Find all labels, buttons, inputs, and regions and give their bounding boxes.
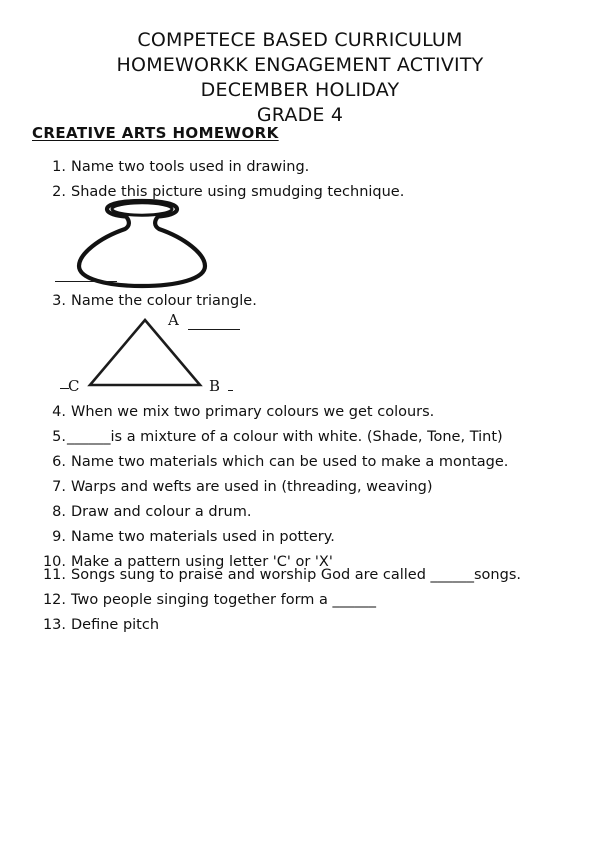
section-heading-creative-arts: CREATIVE ARTS HOMEWORK [32,124,279,142]
vase-drawing-icon [55,196,230,291]
question-number: 10. [42,554,66,570]
question-number: 13. [42,617,66,633]
question-item [38,613,558,638]
question-number: 12. [42,592,66,608]
question-item [38,563,558,588]
question-text: Name the colour triangle. [71,293,257,309]
question-text: Name two tools used in drawing. [71,159,310,175]
question-text: Make a pattern using letter 'C' or 'X' [71,554,333,570]
question-text: Name two materials used in pottery. [71,529,335,545]
question-text: Two people singing together form a ______ [71,592,377,608]
question-item [38,500,558,525]
question-item [38,588,558,613]
question-number: 1. [52,159,66,175]
question-item [38,155,558,180]
question-text: Draw and colour a drum. [71,504,252,520]
question-item [38,525,558,550]
answer-rule-label-a [188,329,240,330]
question-item [38,475,558,500]
document-header [0,28,600,128]
triangle-label-b: B [209,377,221,395]
answer-tick-label-b [228,390,233,391]
question-number: 6. [52,454,66,470]
question-number: 4. [52,404,66,420]
question-number: 2. [52,184,66,200]
answer-rule-under-vase [55,281,117,282]
question-item [38,450,558,475]
question-text: ______is a mixture of a colour with white. (Shade, Tone, Tint) [67,429,503,445]
question-number: 9. [52,529,66,545]
question-number: 3. [52,293,66,309]
header-line-curriculum: COMPETECE BASED CURRICULUM [137,29,463,51]
vase-figure [55,196,230,291]
question-number: 11. [42,567,66,583]
question-item [38,400,558,425]
question-item [38,425,558,450]
question-text: Songs sung to praise and worship God are called ______songs. [71,567,521,583]
header-line-holiday: DECEMBER HOLIDAY [200,79,400,101]
triangle-label-a: A [168,311,179,329]
question-number: 7. [52,479,66,495]
question-text: Name two materials which can be used to make a montage. [71,454,509,470]
question-text: Shade this picture using smudging technique. [71,184,405,200]
question-text: Warps and wefts are used in (threading, weaving) [71,479,433,495]
colour-triangle-figure [58,308,258,393]
triangle-drawing-icon [58,308,258,393]
header-line-activity: HOMEWORKK ENGAGEMENT ACTIVITY [116,54,484,76]
triangle-label-c: C [68,377,80,395]
question-number: 5. [52,429,66,445]
question-text: When we mix two primary colours we get colours. [71,404,435,420]
header-line-grade: GRADE 4 [256,104,344,126]
question-group-art [38,400,558,575]
question-group-music [38,563,558,638]
question-text: Define pitch [71,617,160,633]
answer-tick-label-c [60,388,69,389]
question-number: 8. [52,504,66,520]
